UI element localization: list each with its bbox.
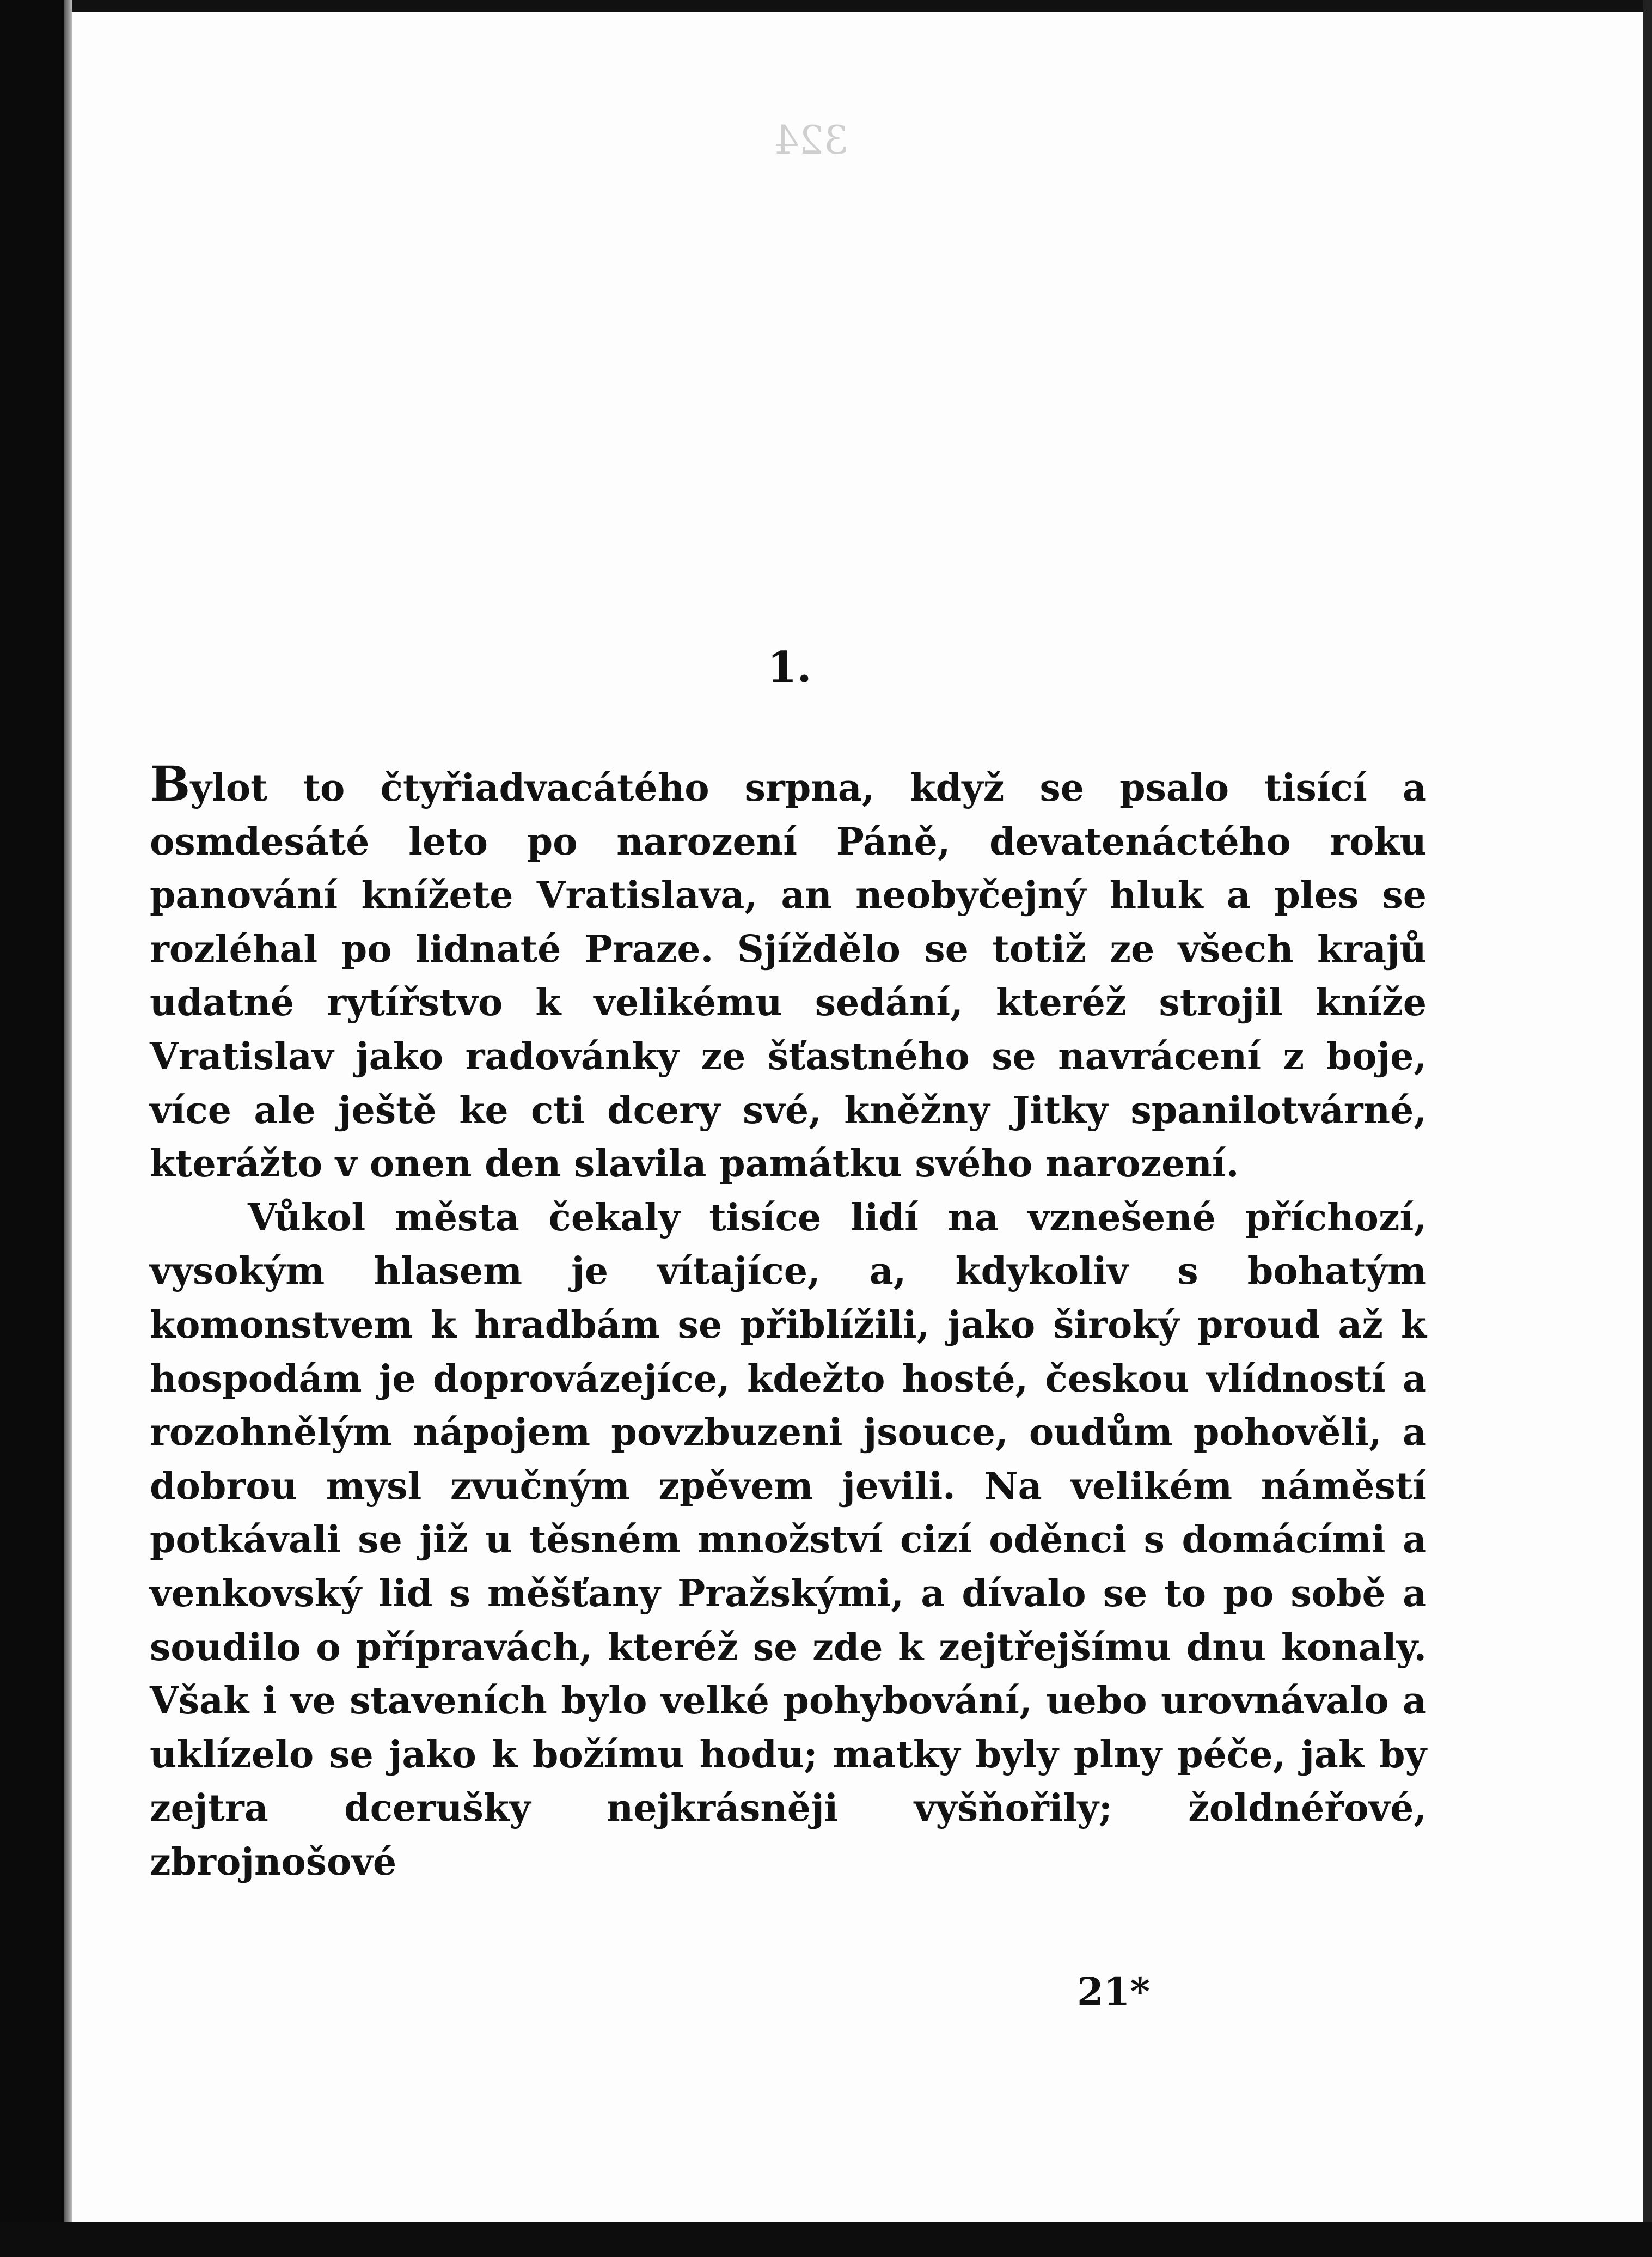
paragraph (150, 757, 1427, 1191)
scan-border-bottom (0, 2222, 1652, 2257)
scan-border-right (1643, 0, 1652, 2257)
scan-border-top (0, 0, 1652, 12)
bleed-through-page-number: 324 (774, 117, 849, 163)
page-edge-shadow (64, 0, 72, 2257)
body-text (150, 757, 1427, 1889)
paragraph-text: ylot to čtyřiadvacátého srpna, když se psalo tisící a osmdesáté leto po narození Páně, devatenáctého roku panování knížete Vratislava, an neobyčejný hluk a ples se rozléhal po lidnaté Praze. Sjíždělo se totiž ze všech krajů udatné rytířstvo k velikému sedání, kteréž strojil kníže Vratislav jako radovánky ze šťastného se navrácení z boje, více ale ještě ke cti dcery své, kněžny Jitky spanilotvárné, kterážto v onen den slavila památku svého narození. (150, 766, 1427, 1186)
printer-signature-mark: 21* (1076, 1969, 1151, 2014)
chapter-number: 1. (767, 643, 812, 692)
paragraph: Vůkol města čekaly tisíce lidí na vznešené příchozí, vysokým hlasem je vítajíce, a, kdykoliv s bohatým komonstvem k hradbám se přiblížili, jako široký proud až k hospodám je doprovázejíce, kdežto hosté, českou vlídností a rozohnělým nápojem povzbuzeni jsouce, oudům pohověli, a dobrou mysl zvučným zpěvem jevili. Na velikém náměstí potkávali se již u těsném množství cizí oděnci s domácími a venkovský lid s měšťany Pražskými, a dívalo se to po sobě a soudilo o přípravách, kteréž se zde k zejtřejšímu dnu konaly. Však i ve staveních bylo velké pohybování, uebo urovnávalo a uklízelo se jako k božímu hodu; matky byly plny péče, jak by zejtra dcerušky nejkrásněji vyšňořily; žoldnéřové, zbrojnošové (150, 1195, 1427, 1884)
paragraph-lead-letter: B (150, 755, 191, 812)
scan-border-left (0, 0, 64, 2257)
